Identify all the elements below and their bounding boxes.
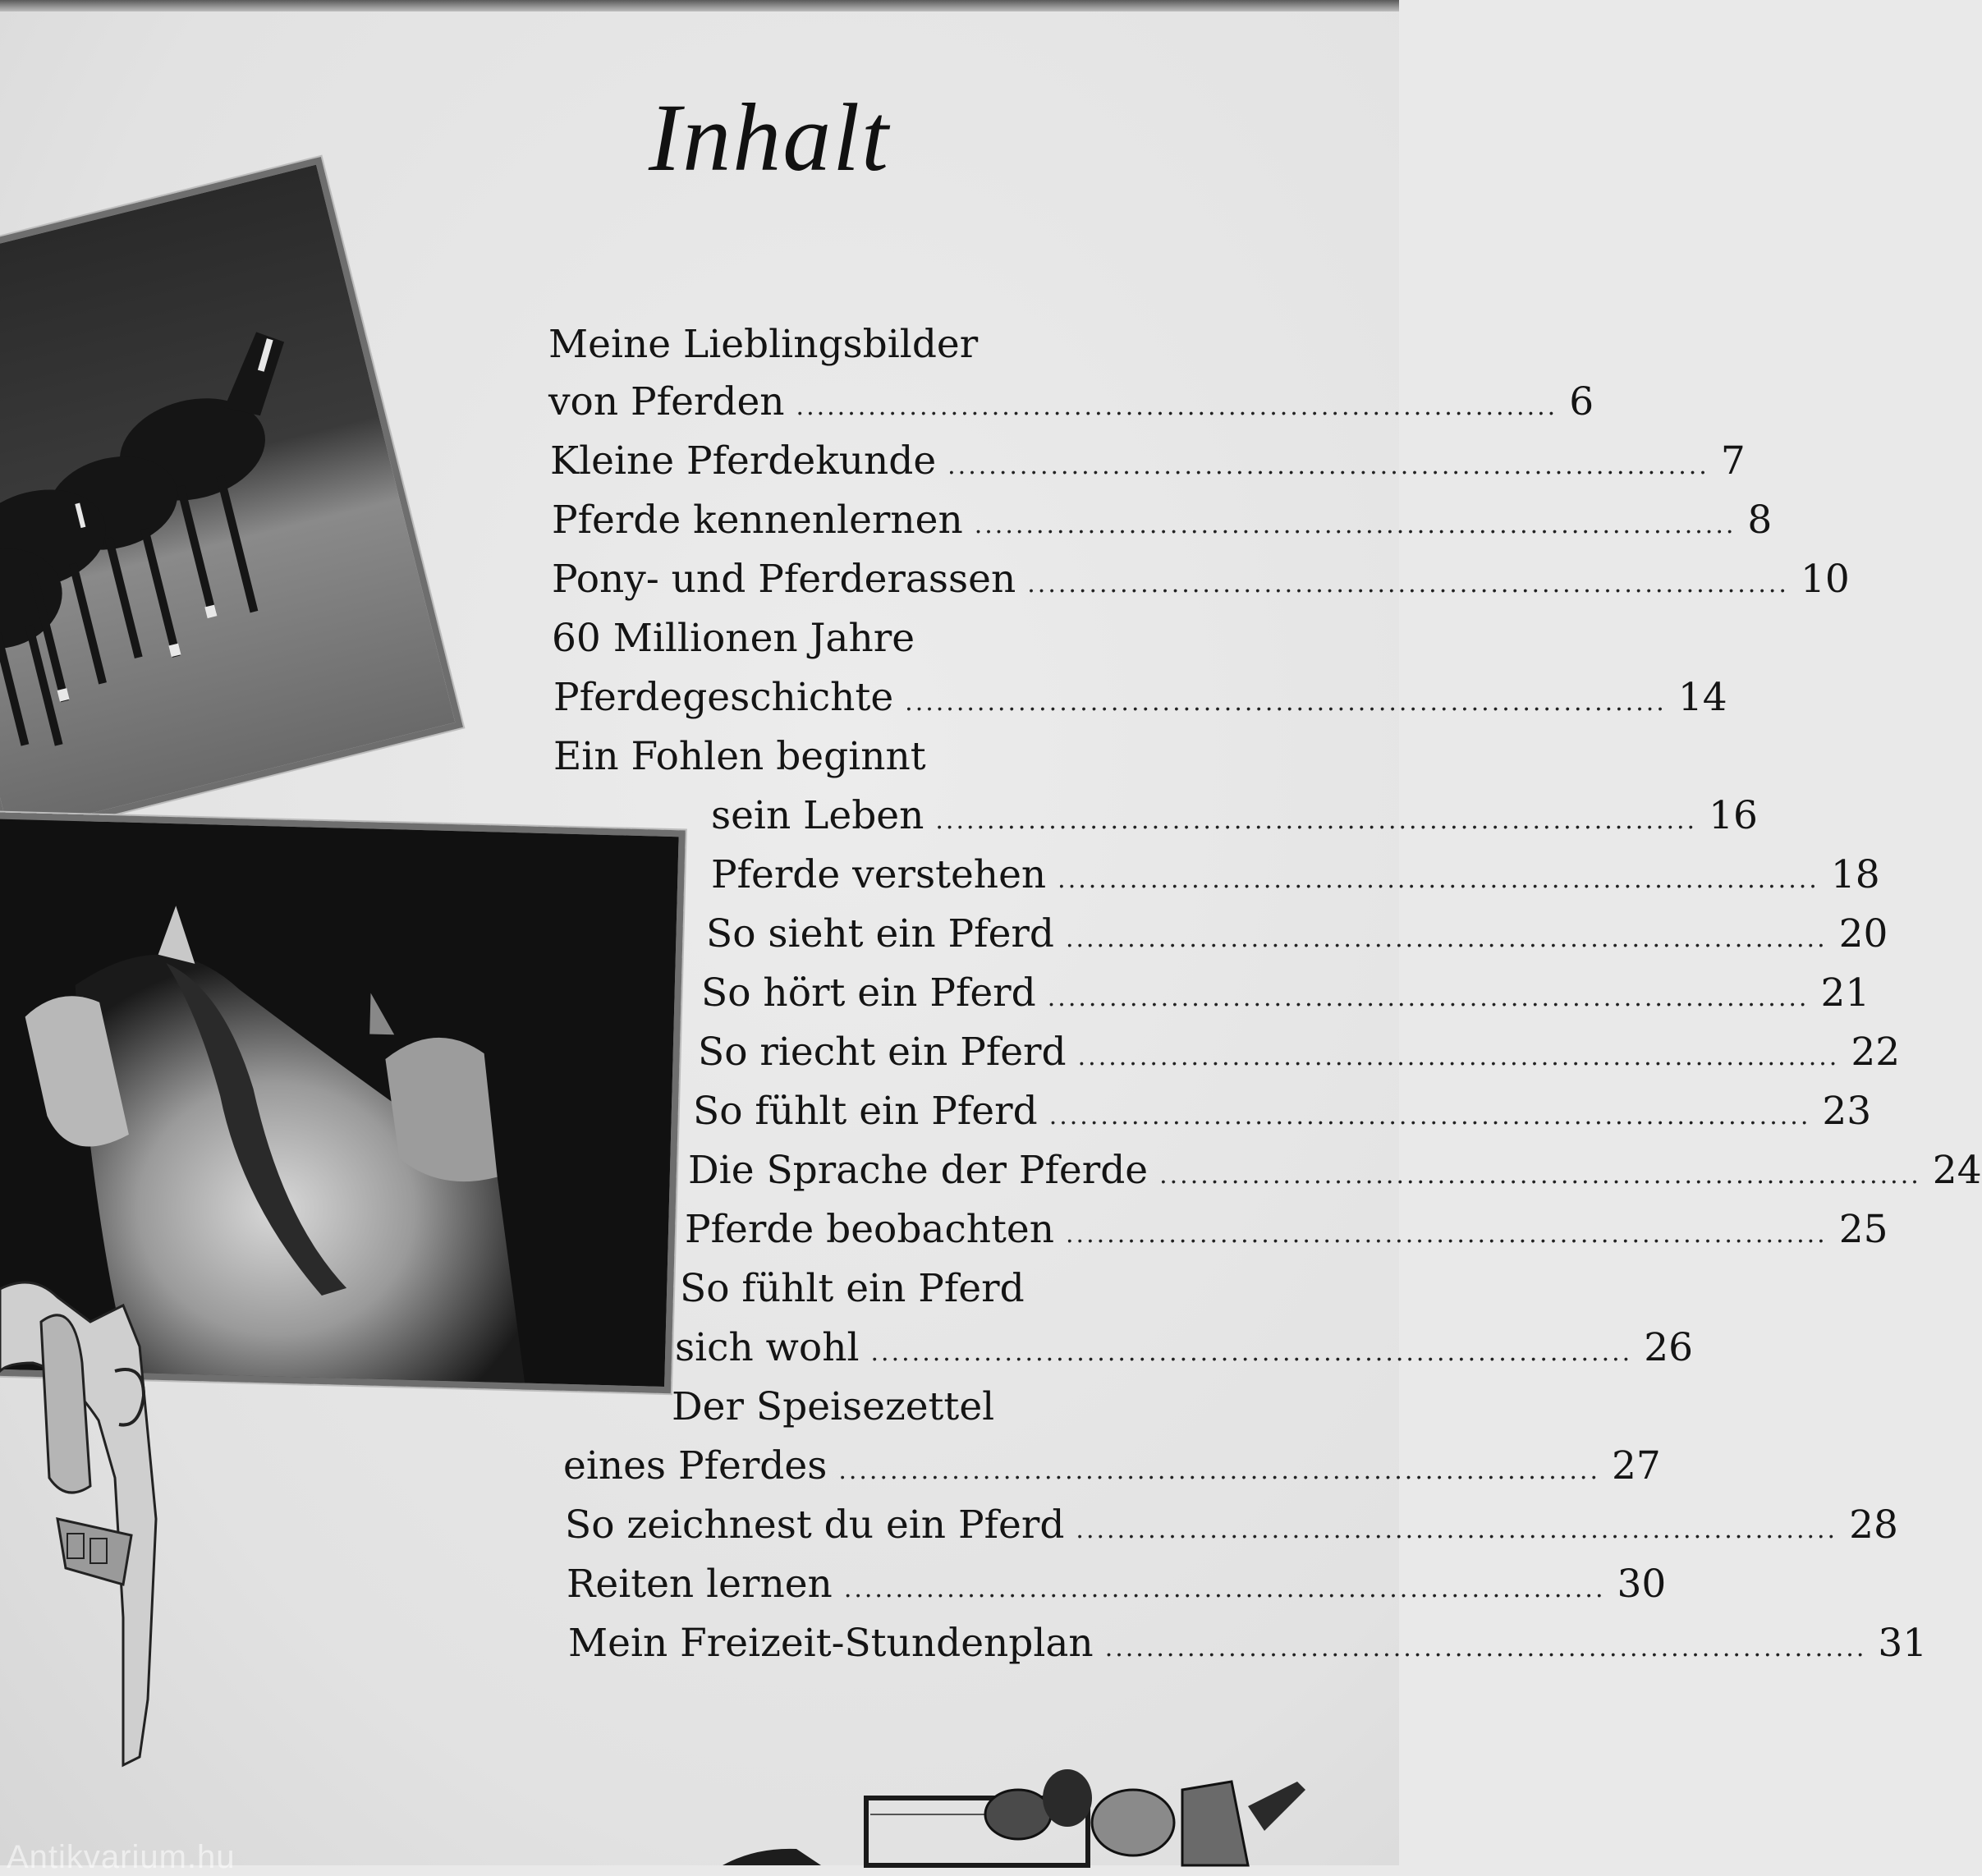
toc-entry[interactable] bbox=[563, 1442, 1661, 1496]
toc-page-number: 31 bbox=[1878, 1621, 1928, 1666]
toc-entry-title: sich wohl bbox=[675, 1325, 860, 1370]
dot-leader: .......................................................................... bbox=[1159, 1161, 1921, 1190]
dot-leader: .......................................................................... bbox=[974, 511, 1737, 539]
toc-entry[interactable] bbox=[680, 1264, 1025, 1314]
toc-entry[interactable] bbox=[698, 1028, 1901, 1082]
toc-entry[interactable] bbox=[553, 673, 1727, 727]
toc-entry[interactable] bbox=[552, 555, 1850, 609]
dot-leader: .......................................................................... bbox=[1048, 1102, 1811, 1131]
toc-page-number: 14 bbox=[1677, 675, 1727, 720]
toc-page-number: 16 bbox=[1709, 793, 1758, 838]
toc-entry[interactable] bbox=[693, 1087, 1872, 1141]
toc-entry-title: eines Pferdes bbox=[563, 1443, 828, 1488]
dot-leader: .......................................................................... bbox=[1065, 924, 1828, 953]
dot-leader: .......................................................................... bbox=[1027, 570, 1789, 599]
dot-leader: .......................................................................... bbox=[1058, 865, 1819, 894]
toc-entry-title: Die Sprache der Pferde bbox=[688, 1148, 1149, 1193]
toc-entry[interactable] bbox=[711, 791, 1758, 846]
toc-page-number: 6 bbox=[1569, 379, 1594, 424]
toc-entry[interactable] bbox=[553, 732, 926, 782]
toc-entry[interactable] bbox=[706, 910, 1888, 964]
toc-entry-title: von Pferden bbox=[548, 379, 785, 424]
toc-entry[interactable] bbox=[672, 1383, 994, 1432]
toc-entry[interactable] bbox=[548, 378, 1594, 432]
toc-page-number: 30 bbox=[1617, 1562, 1667, 1607]
toc-entry-title: So hört ein Pferd bbox=[701, 970, 1036, 1016]
toc-page-number: 23 bbox=[1822, 1089, 1872, 1134]
toc-entry-title: Kleine Pferdekunde bbox=[550, 438, 937, 484]
toc-entry[interactable] bbox=[552, 614, 915, 663]
toc-page-number: 26 bbox=[1644, 1325, 1694, 1370]
toc-entry-title: Reiten lernen bbox=[567, 1562, 833, 1607]
toc-entry-title: Pferde verstehen bbox=[711, 852, 1047, 897]
toc-entry-title: So zeichnest du ein Pferd bbox=[565, 1502, 1065, 1548]
page-title: Inhalt bbox=[649, 84, 890, 191]
toc-entry[interactable] bbox=[548, 320, 978, 369]
dot-leader: .......................................................................... bbox=[1047, 984, 1810, 1012]
toc-page-number: 22 bbox=[1851, 1030, 1901, 1075]
toc-entry-title: sein Leben bbox=[711, 793, 924, 838]
toc-entry[interactable] bbox=[567, 1560, 1667, 1614]
dot-leader: .......................................................................... bbox=[838, 1456, 1600, 1485]
toc-page-number: 8 bbox=[1747, 498, 1773, 543]
toc-entry[interactable] bbox=[552, 496, 1773, 550]
toc-page-number: 24 bbox=[1932, 1148, 1982, 1193]
toc-entry[interactable] bbox=[550, 437, 1746, 491]
dot-leader: .......................................................................... bbox=[796, 392, 1558, 421]
toc-page-number: 10 bbox=[1800, 557, 1850, 602]
toc-entry-title: Der Speisezettel bbox=[672, 1384, 995, 1429]
toc-entry[interactable] bbox=[675, 1323, 1694, 1378]
toc-entry-title: Mein Freizeit-Stundenplan bbox=[568, 1621, 1094, 1666]
toc-entry[interactable] bbox=[685, 1205, 1888, 1259]
dot-leader: .......................................................................... bbox=[905, 688, 1667, 717]
toc-page-number: 27 bbox=[1612, 1443, 1661, 1488]
toc-entry-title: So sieht ein Pferd bbox=[706, 911, 1054, 956]
toc-entry-title: Pferdegeschichte bbox=[553, 675, 894, 720]
watermark: Antikvarium.hu bbox=[7, 1839, 236, 1875]
toc-entry[interactable] bbox=[711, 851, 1880, 905]
toc-entry-title: 60 Millionen Jahre bbox=[552, 616, 915, 661]
toc-entry[interactable] bbox=[701, 969, 1870, 1023]
toc-page-number: 18 bbox=[1830, 852, 1880, 897]
toc-entry-title: So fühlt ein Pferd bbox=[680, 1266, 1025, 1311]
toc-entry-title: Meine Lieblingsbilder bbox=[548, 322, 979, 367]
dot-leader: .......................................................................... bbox=[843, 1575, 1606, 1603]
toc-entry-title: Pferde beobachten bbox=[685, 1207, 1055, 1252]
toc-entry-title: So riecht ein Pferd bbox=[698, 1030, 1067, 1075]
toc-entry[interactable] bbox=[565, 1501, 1898, 1555]
dot-leader: .......................................................................... bbox=[1066, 1220, 1828, 1249]
toc-entry[interactable] bbox=[688, 1146, 1982, 1200]
toc-page-number: 21 bbox=[1820, 970, 1870, 1016]
dot-leader: .......................................................................... bbox=[1104, 1634, 1867, 1663]
toc-page-number: 25 bbox=[1838, 1207, 1888, 1252]
dot-leader: .......................................................................... bbox=[947, 452, 1709, 480]
toc-page-number: 28 bbox=[1849, 1502, 1898, 1548]
toc-entry-title: So fühlt ein Pferd bbox=[693, 1089, 1038, 1134]
dot-leader: .......................................................................... bbox=[1077, 1043, 1840, 1071]
toc-page-number: 20 bbox=[1838, 911, 1888, 956]
toc-entry[interactable] bbox=[568, 1619, 1928, 1673]
dot-leader: .......................................................................... bbox=[870, 1338, 1633, 1367]
toc-entry-title: Pferde kennenlernen bbox=[552, 498, 963, 543]
toc-entry-title: Pony- und Pferderassen bbox=[552, 557, 1016, 602]
dot-leader: .......................................................................... bbox=[1076, 1516, 1838, 1544]
toc-entry-title: Ein Fohlen beginnt bbox=[553, 734, 926, 779]
dot-leader: .......................................................................... bbox=[935, 806, 1698, 835]
toc-page-number: 7 bbox=[1720, 438, 1746, 484]
